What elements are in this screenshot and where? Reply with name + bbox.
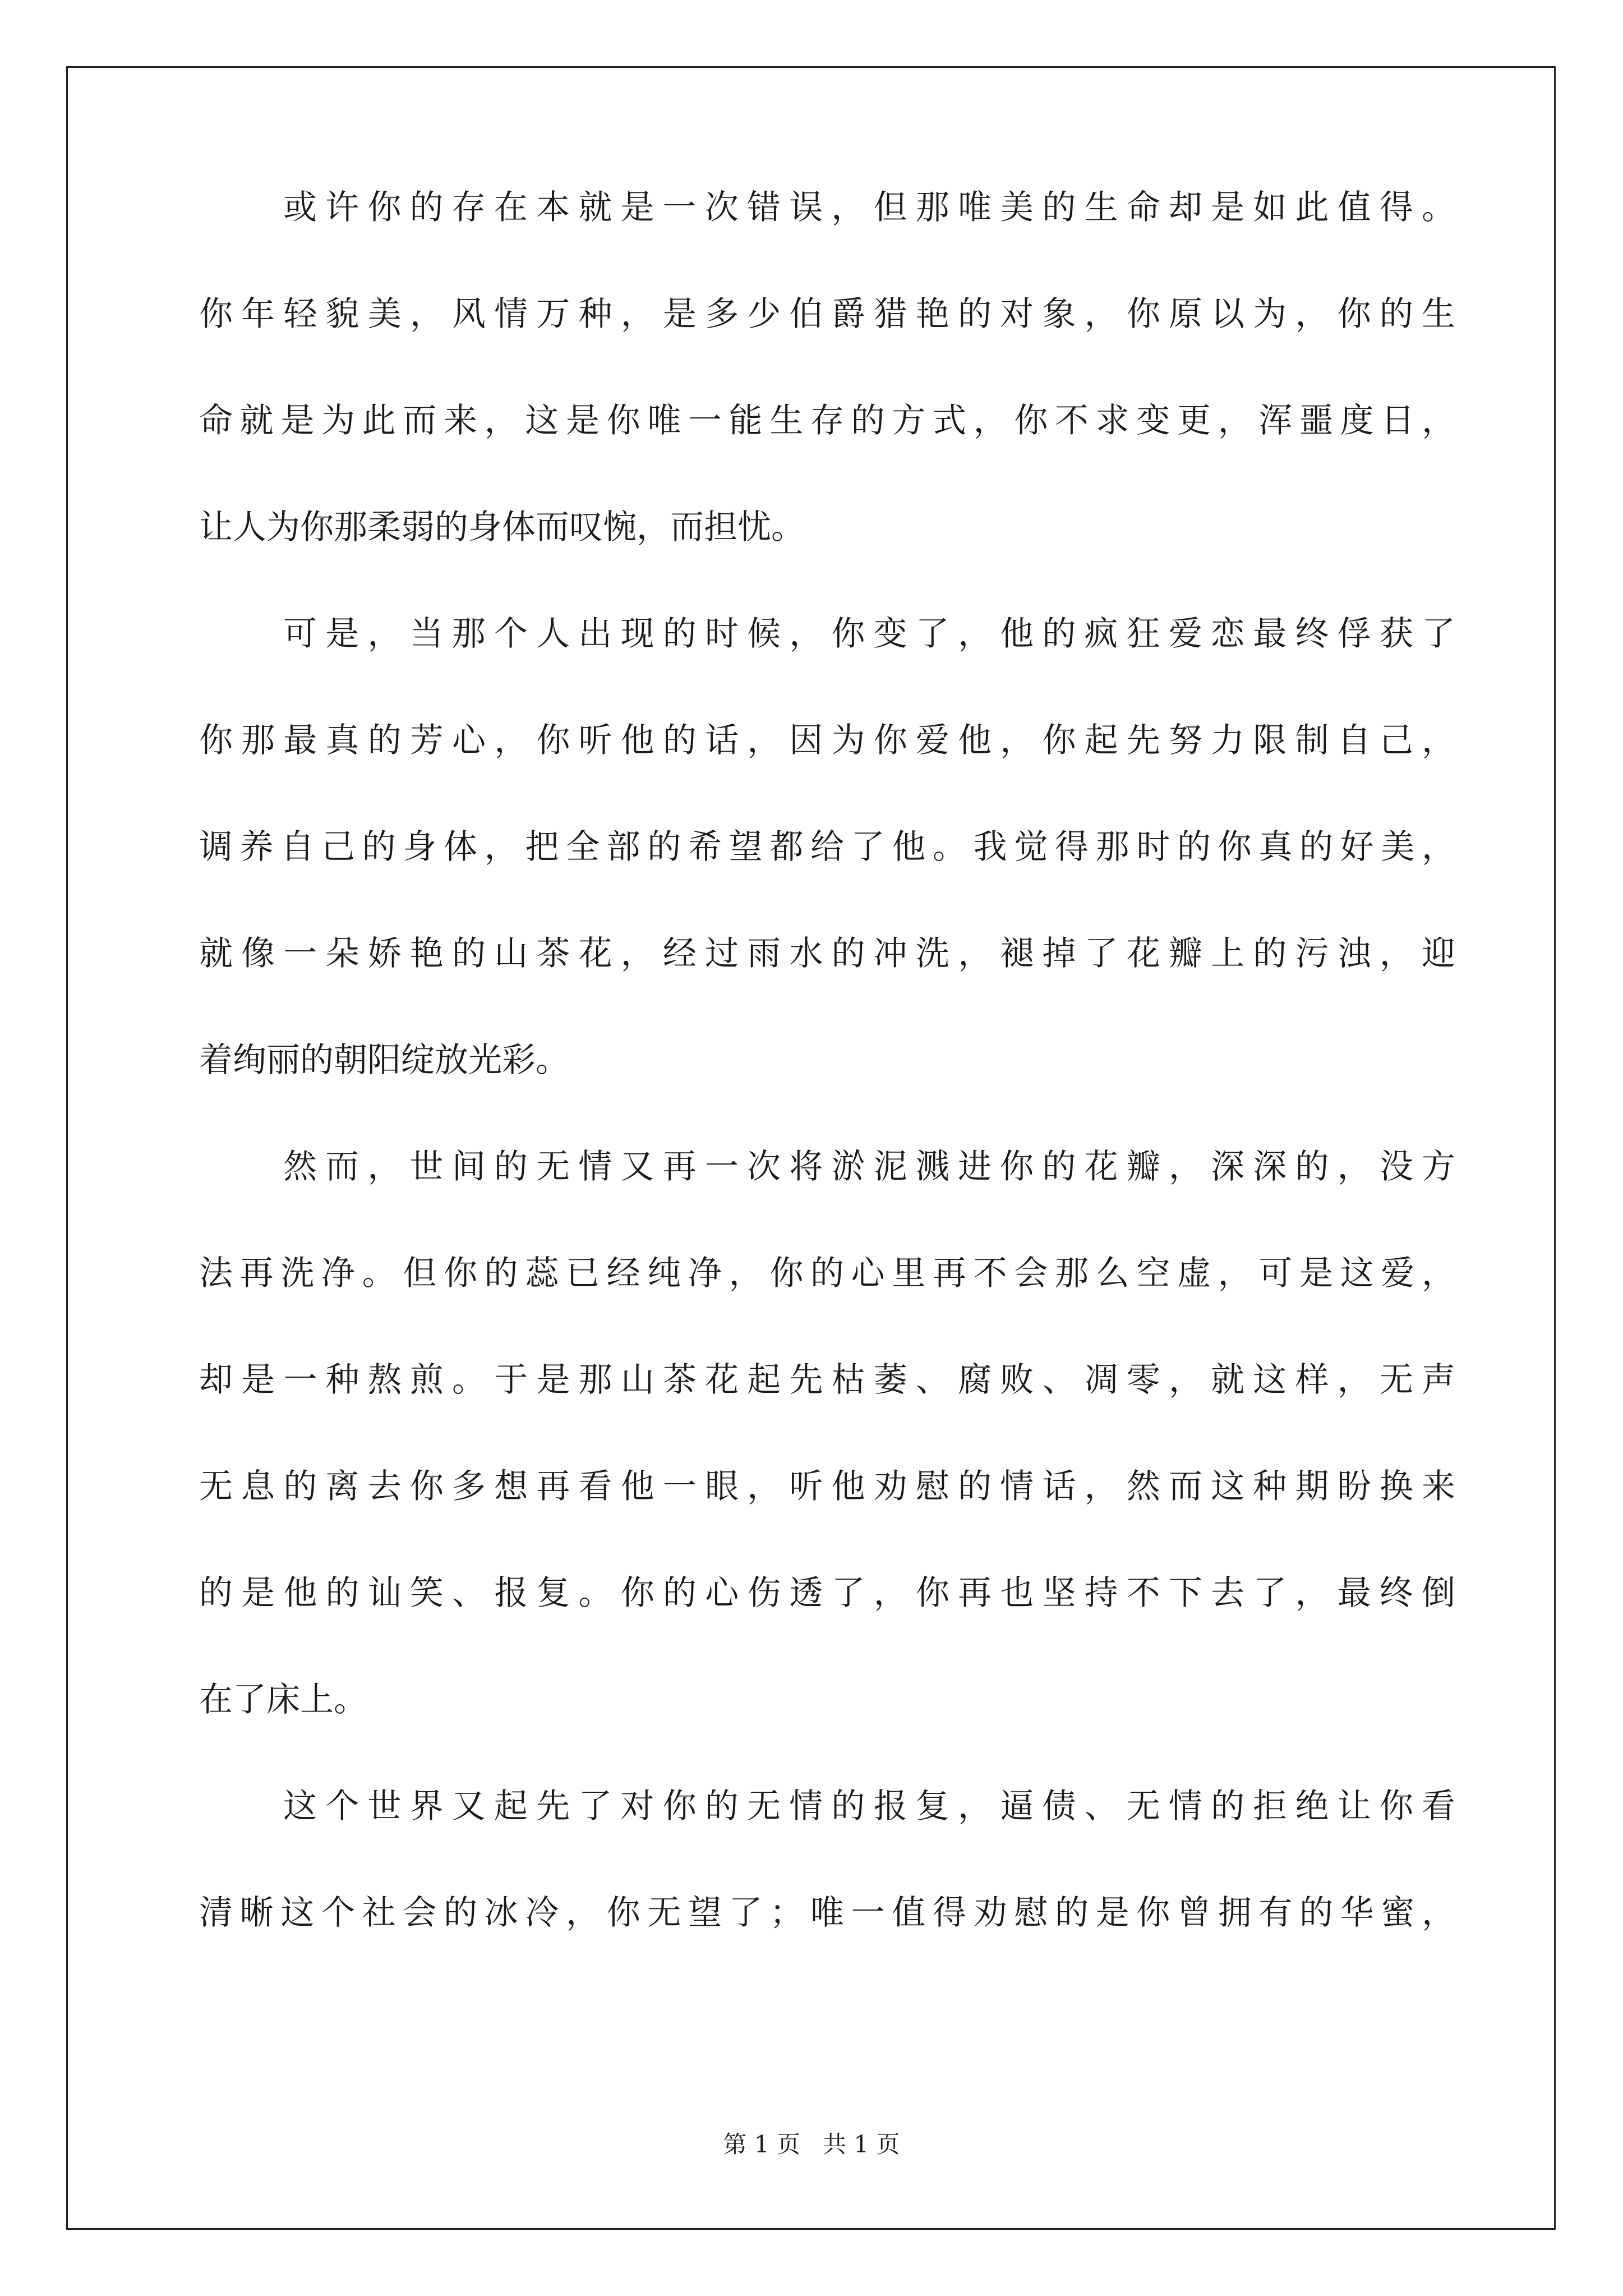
paragraph-2-line-4: 就像一朵娇艳的山茶花，经过雨水的冲洗，褪掉了花瓣上的污浊，迎 <box>199 934 1455 973</box>
paragraph-2-line-5: 着绚丽的朝阳绽放光彩。 <box>199 1041 569 1080</box>
paragraph-1-line-2: 你年轻貌美，风情万种，是多少伯爵猎艳的对象，你原以为，你的生 <box>199 295 1455 334</box>
paragraph-4-line-2: 清晰这个社会的冰冷，你无望了；唯一值得劝慰的是你曾拥有的华蜜， <box>199 1893 1455 1932</box>
paragraph-3-line-2: 法再洗净。但你的蕊已经纯净，你的心里再不会那么空虚，可是这爱， <box>199 1254 1455 1293</box>
paragraph-3-line-6: 在了床上。 <box>199 1680 367 1719</box>
page-number-footer: 第 1 页 共 1 页 <box>723 2131 900 2158</box>
paragraph-2-line-2: 你那最真的芳心，你听他的话，因为你爱他，你起先努力限制自己， <box>199 721 1455 760</box>
paragraph-2-line-1: 可是，当那个人出现的时候，你变了，他的疯狂爱恋最终俘获了 <box>283 614 1455 654</box>
paragraph-3-line-3: 却是一种熬煎。于是那山茶花起先枯萎、腐败、凋零，就这样，无声 <box>199 1360 1455 1400</box>
paragraph-4-line-1: 这个世界又起先了对你的无情的报复，逼债、无情的拒绝让你看 <box>283 1787 1455 1826</box>
paragraph-3-line-1: 然而，世间的无情又再一次将淤泥溅进你的花瓣，深深的，没方 <box>283 1147 1455 1186</box>
paragraph-2-line-3: 调养自己的身体，把全部的希望都给了他。我觉得那时的你真的好美， <box>199 827 1455 867</box>
paragraph-1-line-1: 或许你的存在本就是一次错误，但那唯美的生命却是如此值得。 <box>283 188 1455 227</box>
paragraph-1-line-4: 让人为你那柔弱的身体而叹惋，而担忧。 <box>199 508 805 547</box>
paragraph-3-line-4: 无息的离去你多想再看他一眼，听他劝慰的情话，然而这种期盼换来 <box>199 1467 1455 1506</box>
paragraph-3-line-5: 的是他的讪笑、报复。你的心伤透了，你再也坚持不下去了，最终倒 <box>199 1573 1455 1613</box>
paragraph-1-line-3: 命就是为此而来，这是你唯一能生存的方式，你不求变更，浑噩度日， <box>199 401 1455 440</box>
